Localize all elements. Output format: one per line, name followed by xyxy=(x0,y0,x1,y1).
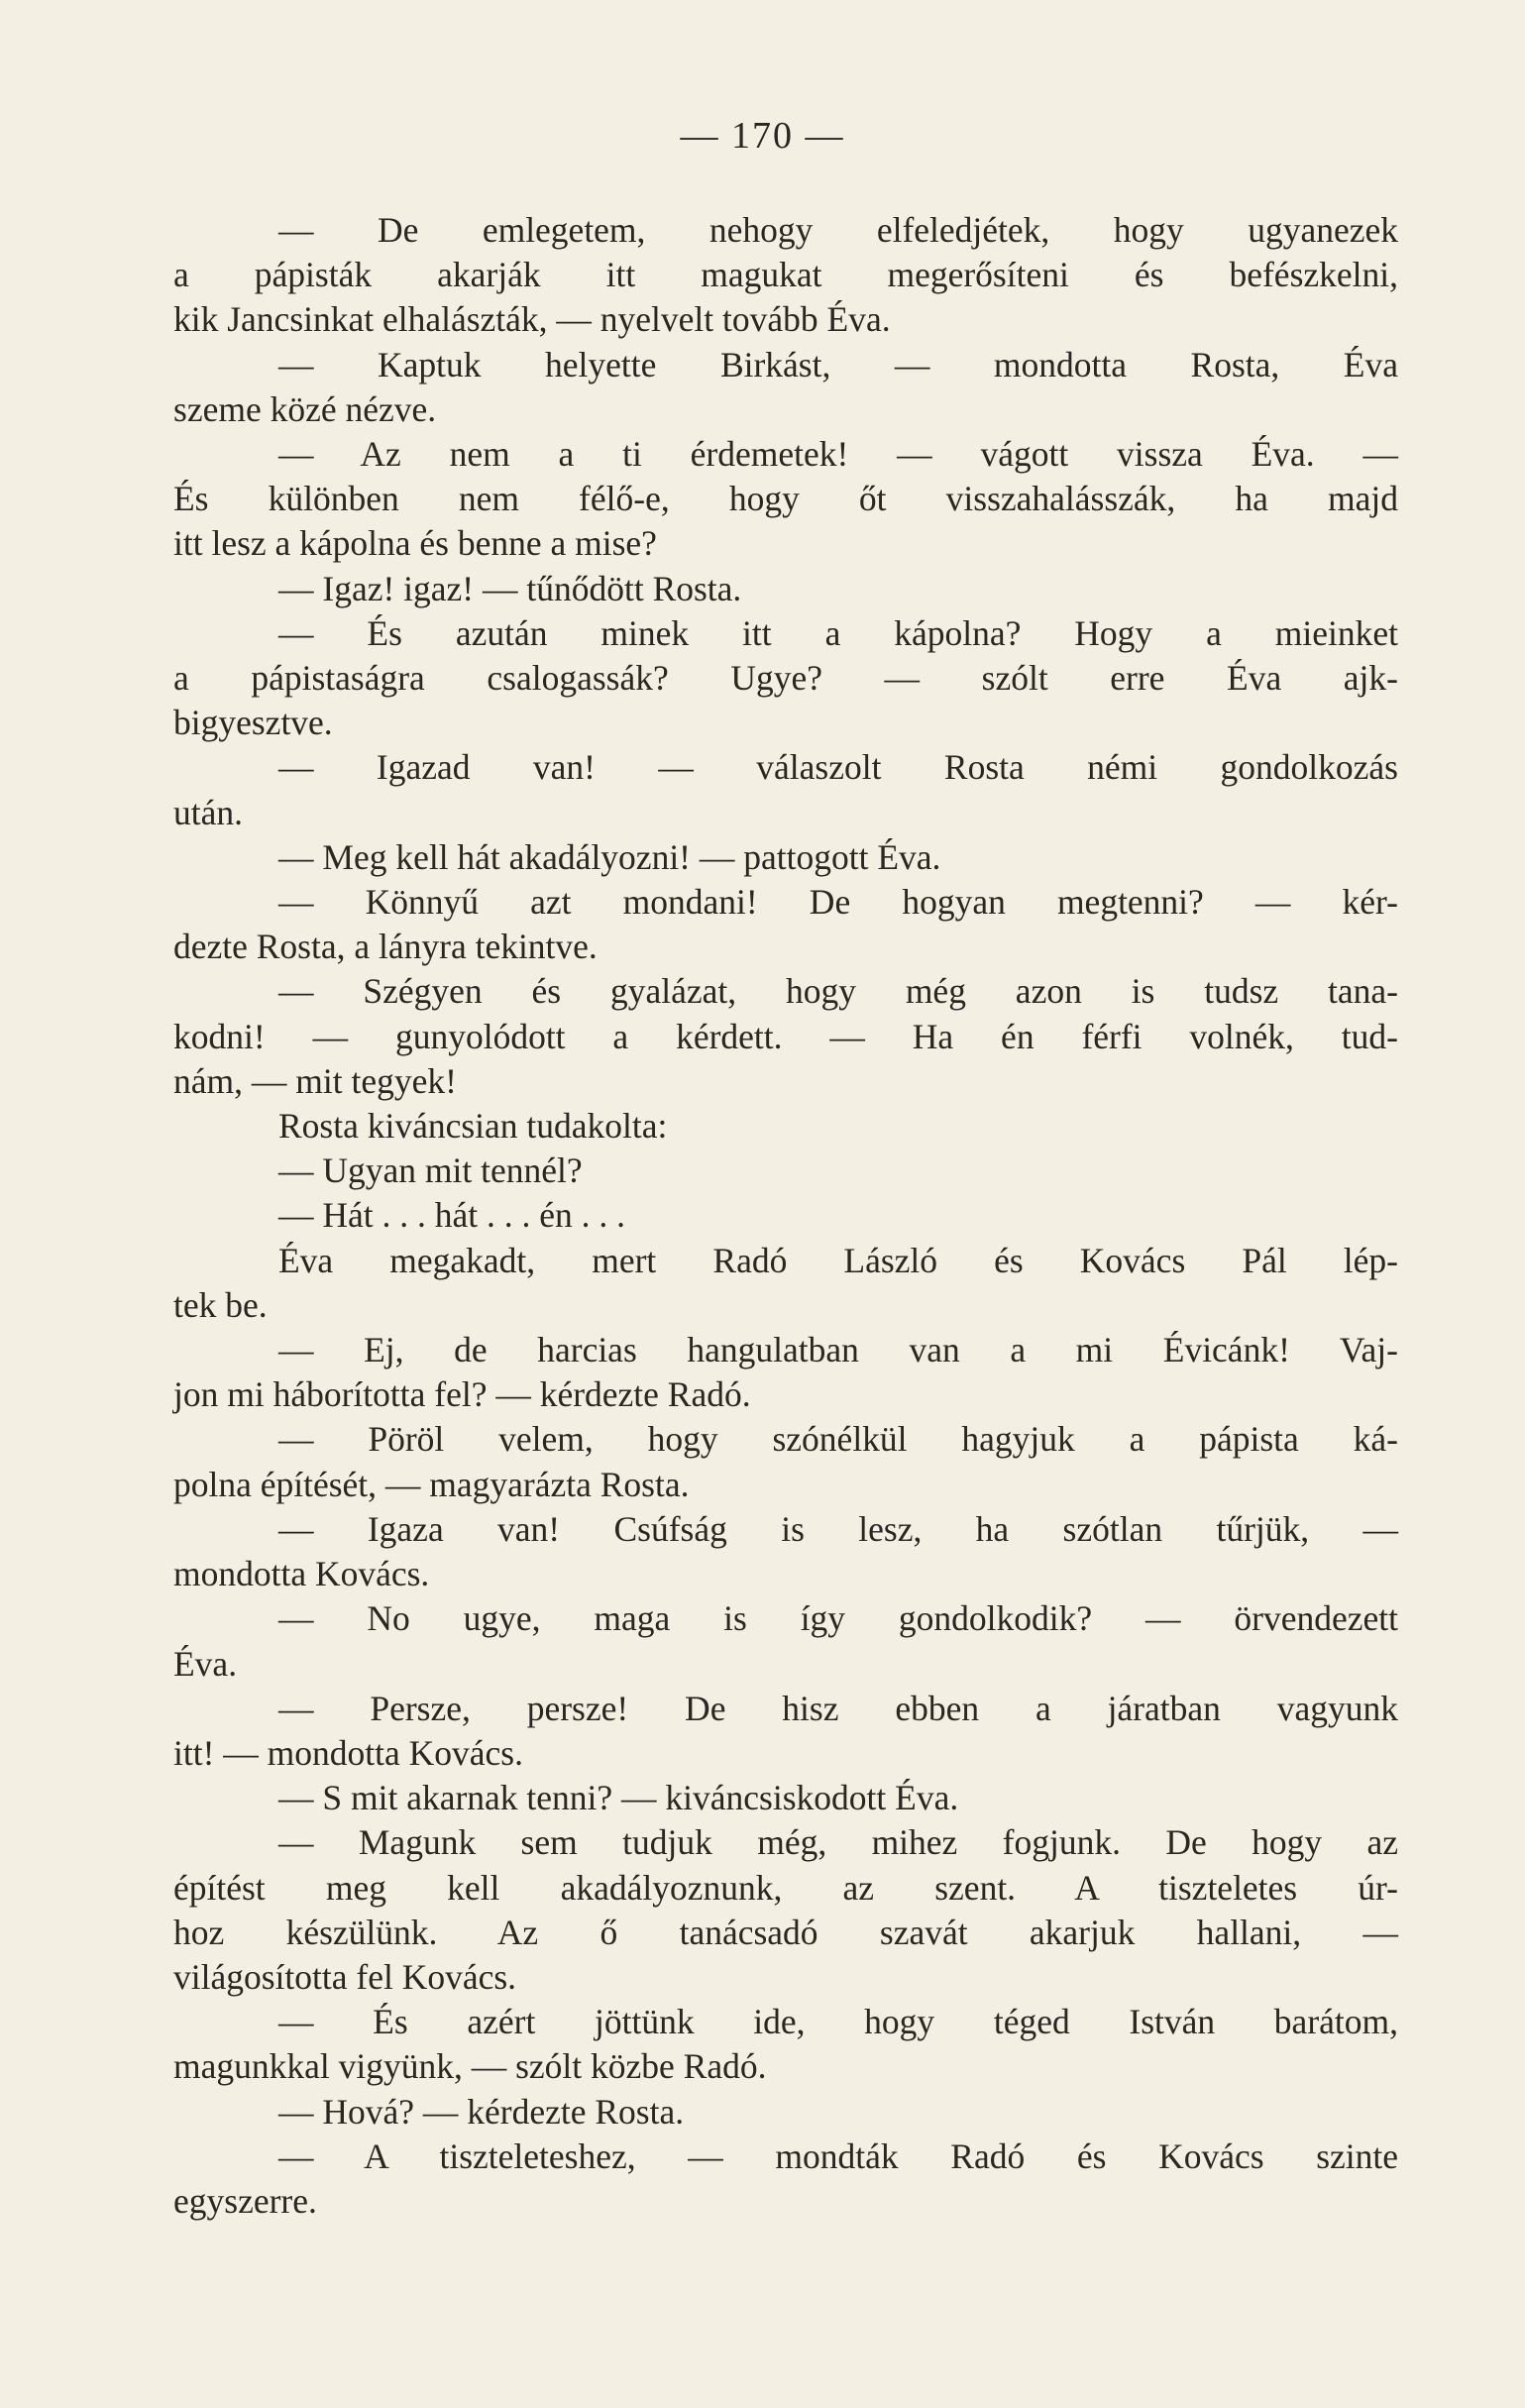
text-line: nám, — mit tegyek! xyxy=(173,1060,457,1101)
text-line: építést meg kell akadályoznunk, az szent. A tiszteletes úr- xyxy=(173,1867,1398,1908)
text-line: hoz készülünk. Az ő tanácsadó szavát akarjuk hallani, — xyxy=(173,1912,1398,1952)
text-line: — Pöröl velem, hogy szónélkül hagyjuk a pápista ká- xyxy=(278,1419,1398,1460)
text-line: — De emlegetem, nehogy elfeledjétek, hogy ugyanezek xyxy=(278,210,1398,250)
text-line: — Hová? — kérdezte Rosta. xyxy=(278,2091,685,2132)
text-line: magunkkal vigyünk, — szólt közbe Radó. xyxy=(173,2046,767,2087)
text-line: egyszerre. xyxy=(173,2180,317,2221)
text-line: Rosta kiváncsian tudakolta: xyxy=(278,1106,668,1147)
text-line: — És azért jöttünk ide, hogy téged István barátom, xyxy=(278,2002,1398,2042)
text-line: — Ugyan mit tennél? xyxy=(278,1150,583,1191)
text-line: — Szégyen és gyalázat, hogy még azon is tudsz tana- xyxy=(278,971,1398,1012)
text-line: — Könnyű azt mondani! De hogyan megtenni? — kér- xyxy=(278,882,1398,923)
text-line: — Igaz! igaz! — tűnődött Rosta. xyxy=(278,568,742,608)
text-line: kik Jancsinkat elhalászták, — nyelvelt tovább Éva. xyxy=(173,299,891,340)
text-line: bigyesztve. xyxy=(173,703,333,743)
text-line: És különben nem félő-e, hogy őt visszahalásszák, ha majd xyxy=(173,479,1398,519)
text-line: jon mi háborította fel? — kérdezte Radó. xyxy=(173,1374,751,1415)
text-line: világosította fel Kovács. xyxy=(173,1956,517,1997)
text-line: — Kaptuk helyette Birkást, — mondotta Rosta, Éva xyxy=(278,344,1398,384)
text-line: kodni! — gunyolódott a kérdett. — Ha én férfi volnék, tud- xyxy=(173,1016,1398,1056)
text-line: — Magunk sem tudjuk még, mihez fogjunk. De hogy az xyxy=(278,1822,1398,1863)
page-number: — 170 — xyxy=(680,115,845,157)
text-line: tek be. xyxy=(173,1284,268,1325)
text-line: — Ej, de harcias hangulatban van a mi Évicánk! Vaj- xyxy=(278,1330,1398,1370)
text-line: mondotta Kovács. xyxy=(173,1554,430,1594)
text-line: — Az nem a ti érdemetek! — vágott vissza Éva. — xyxy=(278,434,1398,475)
text-line: — Igaza van! Csúfság is lesz, ha szótlan tűrjük, — xyxy=(278,1508,1398,1549)
text-line: — Meg kell hát akadályozni! — pattogott Éva. xyxy=(278,836,941,877)
text-line: — Hát . . . hát . . . én . . . xyxy=(278,1195,626,1236)
text-line: után. xyxy=(173,792,243,832)
text-line: — Igazad van! — válaszolt Rosta némi gondolkozás xyxy=(278,747,1398,788)
body-text xyxy=(173,208,1398,2224)
text-line: — A tiszteleteshez, — mondták Radó és Kovács szinte xyxy=(278,2135,1398,2176)
text-line: — Persze, persze! De hisz ebben a járatban vagyunk xyxy=(278,1688,1398,1728)
text-line: szeme közé nézve. xyxy=(173,388,437,429)
text-line: a pápistaságra csalogassák? Ugye? — szólt erre Éva ajk- xyxy=(173,658,1398,699)
text-line: polna építését, — magyarázta Rosta. xyxy=(173,1464,690,1504)
text-line: Éva megakadt, mert Radó László és Kovács Pál lép- xyxy=(278,1240,1398,1280)
text-line: itt lesz a kápolna és benne a mise? xyxy=(173,523,657,564)
text-line: itt! — mondotta Kovács. xyxy=(173,1732,523,1773)
text-line: — No ugye, maga is így gondolkodik? — örvendezett xyxy=(278,1598,1398,1639)
text-line: — És azután minek itt a kápolna? Hogy a mieinket xyxy=(278,612,1398,653)
text-line: dezte Rosta, a lányra tekintve. xyxy=(173,927,598,967)
text-line: — S mit akarnak tenni? — kiváncsiskodott Éva. xyxy=(278,1778,959,1818)
text-line: Éva. xyxy=(173,1643,238,1684)
text-line: a pápisták akarják itt magukat megerősíteni és befészkelni, xyxy=(173,255,1398,295)
